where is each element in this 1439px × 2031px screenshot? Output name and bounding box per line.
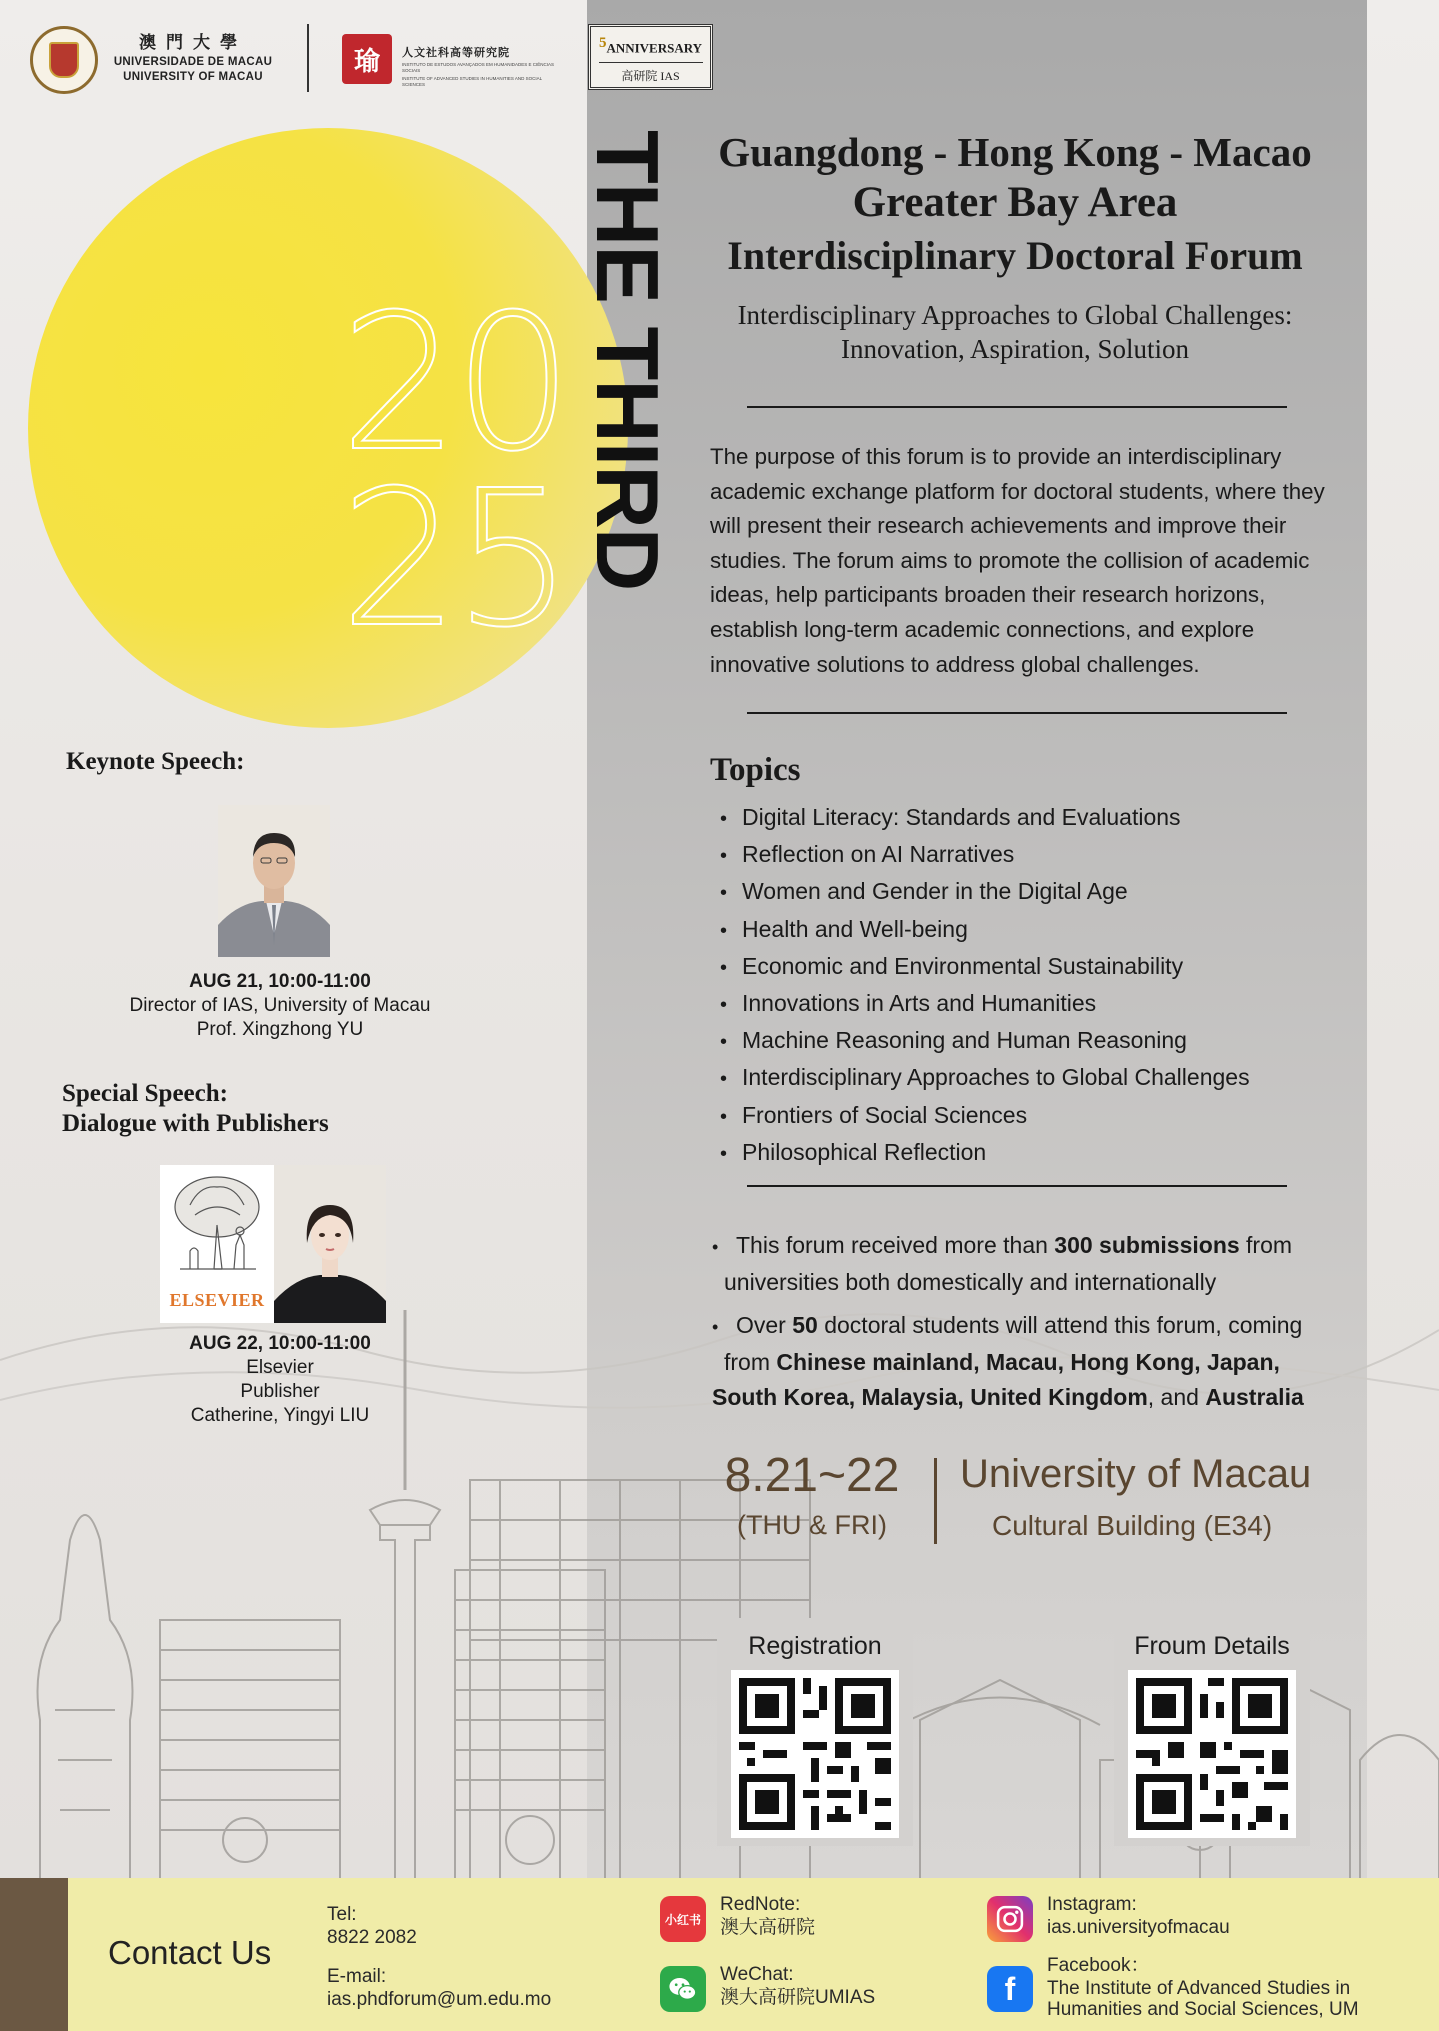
anniversary-sub: 高研院 IAS <box>621 69 680 84</box>
forum-subtitle-line2: Innovation, Aspiration, Solution <box>841 334 1189 364</box>
topic-label: Women and Gender in the Digital Age <box>742 878 1128 905</box>
keynote-date: AUG 21, 10:00-11:00 <box>189 971 371 992</box>
rednote-account[interactable]: 澳大高研院 <box>720 1917 816 1938</box>
event-building: Cultural Building (E34) <box>992 1510 1273 1541</box>
special-speaker-photo <box>274 1165 386 1323</box>
ias-name-pt: INSTITUTO DE ESTUDOS AVANÇADOS EM HUMANIDADES E CIÊNCIAS SOCIAIS <box>402 62 555 73</box>
instagram-camera-icon <box>993 1902 1027 1936</box>
instagram-icon[interactable] <box>987 1896 1033 1942</box>
fact-submissions: • This forum received more than 300 submissions from universities both domestically and internationally <box>712 1228 1352 1300</box>
keynote-heading: Keynote Speech: <box>66 748 245 775</box>
topic-item: • Interdisciplinary Approaches to Global Challenges <box>720 1064 1250 1091</box>
anniversary-label: ANNIVERSARY <box>606 40 703 56</box>
elsevier-wordmark: ELSEVIER <box>169 1290 265 1310</box>
ias-name-en: INSTITUTE OF ADVANCED STUDIES IN HUMANITIES AND SOCIAL SCIENCES <box>402 76 543 87</box>
topic-item: • Machine Reasoning and Human Reasoning <box>720 1027 1187 1054</box>
fact-highlight: South Korea, Malaysia, United Kingdom <box>712 1384 1148 1410</box>
instagram-label: Instagram: <box>1047 1894 1137 1915</box>
year-top: 20 <box>340 274 568 493</box>
topic-label: Frontiers of Social Sciences <box>742 1101 1028 1128</box>
topic-label: Health and Well-being <box>742 915 968 942</box>
um-name-pt: UNIVERSIDADE DE MACAU <box>113 56 273 68</box>
elsevier-tree-icon <box>160 1165 274 1285</box>
special-heading-line1: Special Speech: <box>62 1080 228 1107</box>
topic-item: • Innovations in Arts and Humanities <box>720 990 1097 1017</box>
keynote-name: Prof. Xingzhong YU <box>196 1019 364 1040</box>
forum-subtitle-line1: Interdisciplinary Approaches to Global Challenges: <box>737 300 1293 330</box>
fact-highlight: 50 <box>792 1312 818 1338</box>
wechat-account[interactable]: 澳大高研院UMIAS <box>720 1987 876 2008</box>
special-name: Catherine, Yingyi LIU <box>190 1405 370 1426</box>
special-org: Elsevier <box>246 1357 314 1378</box>
special-date: AUG 22, 10:00-11:00 <box>189 1333 371 1354</box>
edition-title: THE THIRD <box>578 130 677 591</box>
fact-highlight: Australia <box>1205 1384 1304 1410</box>
registration-qr-card[interactable] <box>717 1618 913 1846</box>
wechat-label: WeChat: <box>720 1964 794 1985</box>
fact-text: universities both domestically and internationally <box>724 1269 1217 1295</box>
rednote-icon[interactable]: 小红书 <box>660 1896 706 1942</box>
year-bottom: 25 <box>340 450 568 669</box>
forum-title-line1: Guangdong - Hong Kong - Macao <box>718 129 1312 175</box>
event-days: (THU & FRI) <box>737 1510 887 1540</box>
fact-text: , and <box>1147 1384 1206 1410</box>
ias-wordmark <box>402 44 562 88</box>
fact-text: Over <box>736 1312 793 1338</box>
facebook-account-line2[interactable]: Humanities and Social Sciences, UM <box>1047 1999 1359 2020</box>
date-venue-divider <box>934 1458 937 1544</box>
facebook-icon[interactable]: f <box>987 1966 1033 2012</box>
um-name-cn: 澳門大學 <box>139 33 247 53</box>
email-label: E-mail: <box>327 1966 387 1987</box>
topic-item: • Women and Gender in the Digital Age <box>720 878 1128 905</box>
fact-highlight: Chinese mainland, Macau, Hong Kong, Japan, <box>776 1349 1280 1375</box>
special-heading-line2: Dialogue with Publishers <box>62 1110 329 1137</box>
fact-participants: • Over 50 doctoral students will attend this forum, coming from Chinese mainland, Macau, Hong Kong, Japan, South Korea, Malaysia, United Kingdom, and Australia <box>712 1312 1304 1410</box>
divider-rule <box>747 1185 1287 1187</box>
fact-text: doctoral students will attend this forum, coming <box>817 1312 1303 1338</box>
wechat-bubbles-icon <box>666 1972 700 2006</box>
fact-text: from <box>724 1349 777 1375</box>
ias-name-cn: 人文社科高等研究院 <box>402 47 510 59</box>
topic-label: Reflection on AI Narratives <box>742 841 1015 868</box>
topic-label: Innovations in Arts and Humanities <box>742 990 1097 1017</box>
edition-vertical <box>578 130 677 770</box>
um-name-en: UNIVERSITY OF MACAU <box>123 71 263 83</box>
contact-title: Contact Us <box>108 1934 272 1971</box>
keynote-speaker-photo <box>218 805 330 957</box>
topic-label: Digital Literacy: Standards and Evaluations <box>742 804 1181 830</box>
elsevier-logo <box>160 1165 274 1323</box>
event-dates: 8.21~22 <box>724 1449 900 1502</box>
registration-qr-label: Registration <box>748 1632 882 1660</box>
email-link[interactable]: ias.phdforum@um.edu.mo <box>327 1989 552 2010</box>
forum-title-line2: Greater Bay Area <box>852 179 1178 226</box>
topics-list <box>720 800 1340 1172</box>
topic-item: • Reflection on AI Narratives <box>720 841 1015 868</box>
instagram-account[interactable]: ias.universityofmacau <box>1047 1917 1230 1938</box>
wechat-icon[interactable] <box>660 1966 706 2012</box>
facebook-label: Facebook： <box>1047 1955 1150 1976</box>
fact-text: from <box>1239 1232 1293 1258</box>
keynote-role: Director of IAS, University of Macau <box>129 995 431 1016</box>
topic-label: Philosophical Reflection <box>742 1138 987 1165</box>
topic-item: • Economic and Environmental Sustainability <box>720 952 1184 979</box>
um-seal-logo <box>30 26 98 94</box>
topics-heading: Topics <box>710 752 801 788</box>
forum-title-line3: Interdisciplinary Doctoral Forum <box>727 233 1303 278</box>
tel-value[interactable]: 8822 2082 <box>327 1927 417 1948</box>
facebook-account-line1[interactable]: The Institute of Advanced Studies in <box>1047 1978 1351 1999</box>
topic-label: Economic and Environmental Sustainability <box>742 952 1184 979</box>
footer-accent-bar <box>0 1878 68 2031</box>
topic-item: • Frontiers of Social Sciences <box>720 1101 1028 1128</box>
topic-item: • Health and Well-being <box>720 915 968 942</box>
registration-qr-code[interactable] <box>731 1670 899 1838</box>
topic-label: Machine Reasoning and Human Reasoning <box>742 1027 1187 1054</box>
tel-label: Tel: <box>327 1904 357 1925</box>
special-role: Publisher <box>240 1381 320 1402</box>
topic-label: Interdisciplinary Approaches to Global Challenges <box>742 1064 1250 1091</box>
fact-text: This forum received more than <box>736 1232 1055 1258</box>
divider-rule <box>747 406 1287 408</box>
topic-item: • Philosophical Reflection <box>720 1138 987 1165</box>
details-qr-code[interactable] <box>1128 1670 1296 1838</box>
divider-rule <box>747 712 1287 714</box>
event-venue: University of Macau <box>960 1452 1312 1496</box>
fact-highlight: 300 submissions <box>1054 1232 1240 1258</box>
um-wordmark <box>108 28 278 83</box>
anniversary-badge <box>588 24 713 90</box>
forum-purpose: The purpose of this forum is to provide an interdisciplinary academic exchange platform for doctoral students, where they will present their research achievements and improve their studies. The forum aims to promote the collision of academic ideas, help participants broaden their research horizons, establish long-term academic connections, and explore innovative solutions to address global challenges. <box>710 444 1325 677</box>
header-divider <box>307 24 309 92</box>
anniversary-number: 5 <box>598 35 607 51</box>
details-qr-label: Froum Details <box>1134 1632 1290 1660</box>
details-qr-card[interactable] <box>1114 1618 1310 1846</box>
ias-logo: 瑜 <box>342 34 392 84</box>
topic-item: • Digital Literacy: Standards and Evaluations <box>720 804 1181 830</box>
rednote-label: RedNote: <box>720 1894 801 1915</box>
